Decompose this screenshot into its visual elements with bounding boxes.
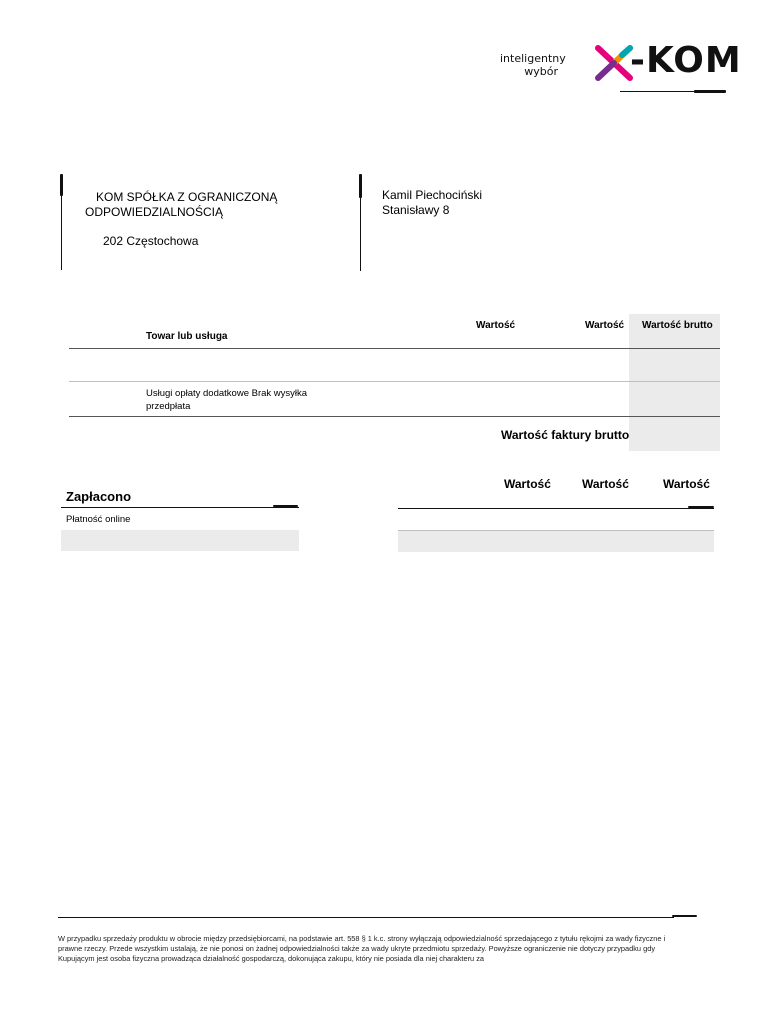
buyer-name: Kamil Piechociński — [382, 188, 483, 202]
logo-wordmark: -KOM — [630, 40, 742, 81]
x-kom-logo-icon — [594, 44, 634, 82]
col-header-gross: Wartość brutto — [642, 320, 713, 331]
logo-tagline-line1: inteligentny — [500, 52, 566, 65]
summary-col3: Wartość — [663, 477, 710, 491]
logo-tagline-line2: wybór — [524, 65, 558, 78]
footer-line2: prawne rzeczy. Przede wszystkim ustalają, że nie ponosi on żadnej odpowiedzialności także za wady ukryte przedmiotu sprzedaży. Powyższe ograniczenie nie dotyczy przypadku gdy — [58, 944, 656, 953]
payment-row-bg — [61, 530, 299, 551]
footer-line — [58, 917, 674, 918]
footer-accent — [672, 915, 697, 917]
logo-underline-accent — [694, 90, 726, 93]
paid-line — [61, 507, 299, 508]
invoice-total-label: Wartość faktury brutto — [501, 428, 630, 442]
seller-name-line2: ODPOWIEDZIALNOŚCIĄ — [85, 205, 224, 219]
logo-tagline — [500, 52, 566, 78]
table-bottom-line — [69, 416, 720, 417]
footer-line1: W przypadku sprzedaży produktu w obrocie między przedsiębiorcami, na podstawie art. 558 § 1 k.c. strony wyłączają odpowiedzialność sprzedającego z tytułu rękojmi za wady fizyczne i — [58, 934, 666, 943]
logo-underline — [620, 91, 696, 92]
summary-col2: Wartość — [582, 477, 629, 491]
paid-heading: Zapłacono — [66, 489, 132, 504]
table-row-divider — [69, 381, 720, 382]
logo-x-mark — [594, 44, 634, 82]
col-header-value1: Wartość — [476, 320, 516, 331]
buyer-border — [360, 198, 361, 271]
table-row — [69, 349, 720, 381]
buyer-street: Stanisławy 8 — [382, 203, 450, 217]
payment-method: Płatność online — [66, 514, 131, 525]
footer-line3: Kupującym jest osoba fizyczna prowadząca działalność gospodarczą, dokonująca zakupu, który nie posiada dla niej charakteru za — [58, 954, 485, 963]
summary-col1: Wartość — [504, 477, 551, 491]
summary-line — [398, 508, 714, 509]
seller-city: 202 Częstochowa — [103, 234, 199, 248]
summary-row-bg — [398, 531, 714, 552]
buyer-bar — [359, 174, 362, 198]
seller-name-line1: KOM SPÓŁKA Z OGRANICZONĄ — [96, 190, 278, 204]
item-desc-line1: Usługi opłaty dodatkowe Brak wysyłka — [146, 388, 308, 399]
item-desc-line2: przedpłata — [146, 401, 191, 412]
col-header-value2: Wartość — [585, 320, 625, 331]
seller-border — [61, 196, 62, 270]
gross-column-bg — [629, 314, 720, 451]
footer-disclaimer — [58, 934, 708, 964]
seller-bar — [60, 174, 63, 196]
table-row-description — [146, 387, 307, 413]
col-header-product: Towar lub usługa — [146, 331, 228, 342]
